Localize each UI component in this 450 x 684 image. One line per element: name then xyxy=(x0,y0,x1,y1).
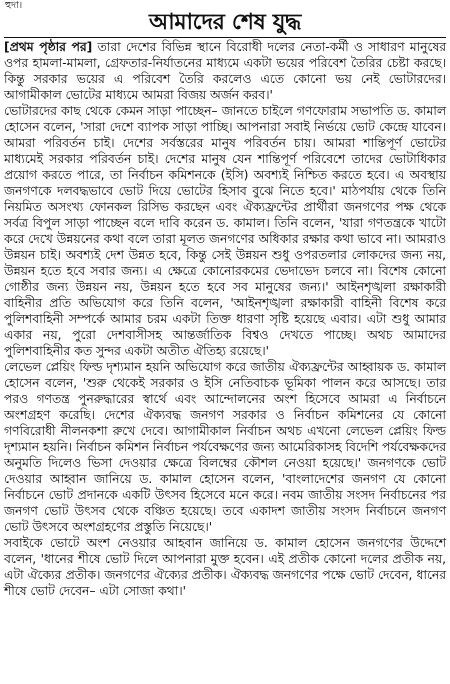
paragraph-1-text: তারা দেশের বিভিন্ন স্থানে বিরোধী দলের নেতা-কর্মী ও সাধারণ মানুষের ওপর হামলা-মামলা, গ্রেফতার-নির্যাতনের মাধ্যমে একটা ভয়ের পরিবেশ তৈরির চেষ্টা করছে। কিন্তু সরকার ভয়ের এ পরিবেশ তৈরি করলেও এতে কোনো ভয় নেই ভোটারদের। আগামীকাল ভোটের মাধ্যমে আমরা বিজয় অর্জন করব।' xyxy=(4,40,446,102)
headline-divider xyxy=(4,37,446,38)
previous-article-fragment: হুদা। xyxy=(5,0,23,11)
continuation-marker: [প্রথম পৃষ্ঠার পর] xyxy=(4,40,93,54)
article-paragraph-3: লেভেল প্লেয়িং ফিল্ড দৃশ্যমান হয়নি অভিযোগ করে জাতীয় ঐক্যফ্রন্টের আহ্বায়ক ড. কামাল হোসেন বলেন, 'শুরু থেকেই সরকার ও ইসি নেতিবাচক ভূমিকা পালন করে আসছে। তার পরও গণতন্ত্র পুনরুদ্ধারের স্বার্থে এবং আন্দোলনের অংশ হিসেবে আমরা এ নির্বাচনে অংশগ্রহণ করেছি। দেশের ঐক্যবদ্ধ জনগণ সরকার ও নির্বাচন কমিশনের যে কোনো গণবিরোধী নীলনকশা রুখে দেবে। আগামীকাল নির্বাচন অথচ এখনো লেভেল প্লেয়িং ফিল্ড দৃশ্যমান হয়নি। নির্বাচন কমিশন নির্বাচন পর্যবেক্ষণের জন্য আমেরিকাসহ বিদেশি পর্যবেক্ষকদের অনুমতি দিলেও ভিসা দেওয়ার ক্ষেত্রে বিলম্বের কৌশল নেওয়া হয়েছে।' জনগণকে ভোট দেওয়ার আহ্বান জানিয়ে ড. কামাল হোসেন বলেন, 'বাংলাদেশের জনগণ যে কোনো নির্বাচনে ভোট প্রদানকে একটি উৎসব হিসেবে মনে করে। নবম জাতীয় সংসদ নির্বাচনের পর জনগণ ভোট উৎসব থেকে বঞ্চিত হয়েছে। তবে একাদশ জাতীয় সংসদ নির্বাচনে জনগণ ভোট উৎসবে অংশগ্রহণের প্রস্তুতি নিয়েছে।' xyxy=(4,360,446,534)
article-paragraph-4: সবাইকে ভোটে অংশ নেওয়ার আহবান জানিয়ে ড. কামাল হোসেন জনগণের উদ্দেশে বলেন, 'ধানের শীষে ভোট দিলে আপনারা মুক্ত হবেন। এই প্রতীক কোনো দলের প্রতীক নয়, এটা ঐক্যের প্রতীক। জনগণের ঐক্যের প্রতীক। ঐক্যবদ্ধ জনগণের পক্ষে ভোট দেবেন, ধানের শীষে ভোট দেবেন– এটা সোজা কথা।' xyxy=(4,536,446,598)
article-paragraph-2: ভোটারদের কাছ থেকে কেমন সাড়া পাচ্ছেন– জানতে চাইলে গণফোরাম সভাপতি ড. কামাল হোসেন বলেন, 'সারা দেশে ব্যাপক সাড়া পাচ্ছি। আপনারা সবাই নির্ভয়ে ভোট কেন্দ্রে যাবেন। আমরা পরিবর্তন চাই। দেশের সর্বস্তরের মানুষ পরিবর্তন চায়। আমরা শান্তিপূর্ণ ভোটের মাধ্যমেই সরকার পরিবর্তন চাই। দেশের মানুষ যেন শান্তিপূর্ণ পরিবেশে তাদের ভোটাধিকার প্রয়োগ করতে পারে, তা নির্বাচন কমিশনকে (ইসি) অবশ্যই নিশ্চিত করতে হবে। এ অবস্থায় জনগণকে দলবদ্ধভাবে ভোট দিয়ে ভোটের হিসাব বুঝে নিতে হবে।' মাঠপর্যায় থেকে তিনি নিয়মিত অসংখ্য ফোনকল রিসিভ করছেন এবং ঐক্যফ্রন্টের প্রার্থীরা জনগণের পক্ষ থেকে সর্বত্র বিপুল সাড়া পাচ্ছেন বলে দাবি করেন ড. কামাল। তিনি বলেন, 'যারা গণতন্ত্রকে খাটো করে দেখে উন্নয়নের কথা বলে তারা মূলত জনগণের অধিকার রক্ষার কথা ভাবে না। আমরাও উন্নয়ন চাই। অবশ্যই দেশ উন্নত হবে, কিন্তু সেই উন্নয়ন শুধু ওপরতলার লোকদের জন্য নয়, উন্নয়ন হতে হবে সবার জন্য। এ ক্ষেত্রে কোনোরকমের ভেদাভেদ চলবে না। বিশেষ কোনো গোষ্ঠীর জন্য উন্নয়ন নয়, উন্নয়ন হতে হবে সব মানুষের জন্য।' আইনশৃঙ্খলা রক্ষাকারী বাহিনীর প্রতি অভিযোগ করে তিনি বলেন, 'আইনশৃঙ্খলা রক্ষাকারী বাহিনী বিশেষ করে পুলিশবাহিনী সম্পর্কে আমার চরম একটা তিক্ত ধারণা সৃষ্টি হয়েছে এবার। এটা শুধু আমার একার নয়, পুরো দেশবাসীসহ আন্তর্জাতিক বিশ্বও দেখতে পাচ্ছে। অথচ আমাদের পুলিশবাহিনীর কত সুন্দর একটা অতীত ঐতিহ্য রয়েছে।' xyxy=(4,104,446,358)
article-headline: আমাদের শেষ যুদ্ধ xyxy=(149,10,301,35)
article-paragraph-1 xyxy=(4,39,446,103)
